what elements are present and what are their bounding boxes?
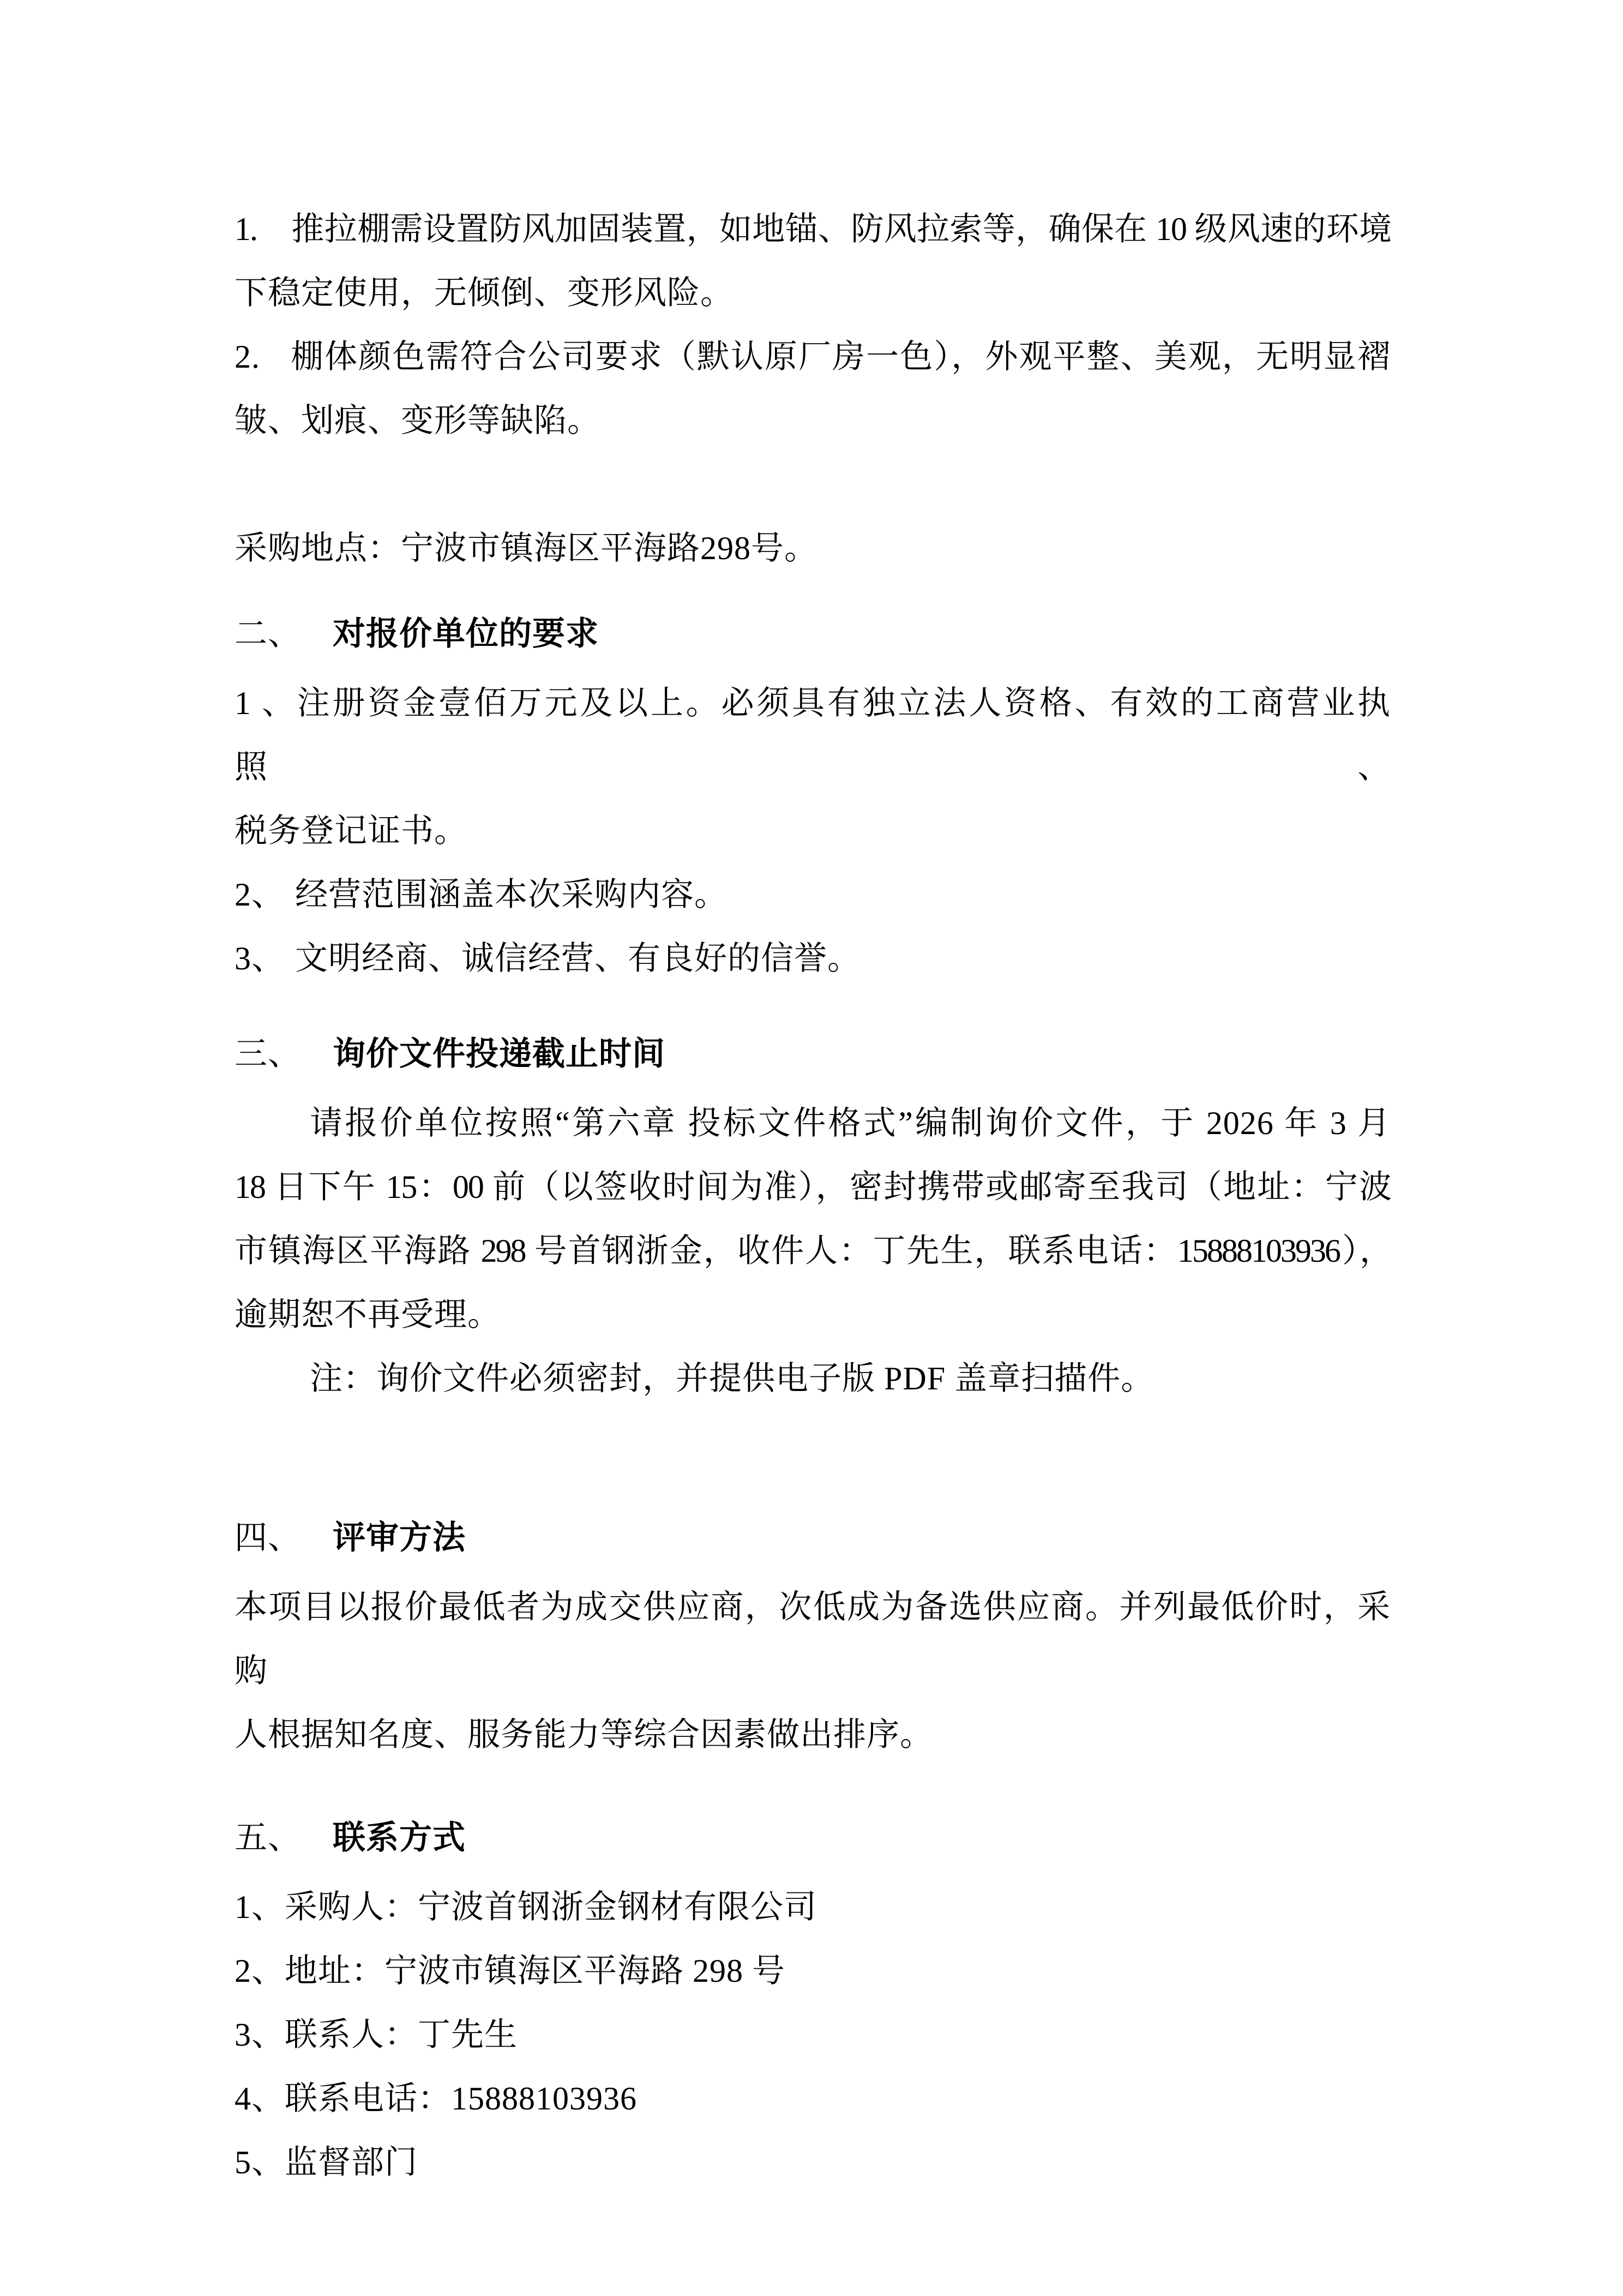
contact-item-phone-text: 4、联系电话：15888103936 [235,2081,637,2117]
contact-item-purchaser [235,1875,1391,1939]
contact-item-phone [235,2067,1391,2131]
spec-item-1-text-2: 下稳定使用，无倾倒、变形风险。 [235,275,734,311]
spec-item-1-line-1 [235,197,1391,261]
contact-item-address-text: 2、地址：宁波市镇海区平海路 298 号 [235,1953,785,1989]
section-heading-contact-title: 联系方式 [333,1820,466,1856]
evaluation-paragraph-text-2: 人根据知名度、服务能力等综合因素做出排序。 [235,1717,933,1753]
spec-item-1-line-2 [235,261,1391,325]
section-heading-evaluation [235,1506,1391,1570]
section-heading-evaluation-number: 四、 [235,1520,301,1556]
evaluation-paragraph-line-1 [235,1575,1391,1703]
spec-item-2-text-1: 棚体颜色需符合公司要求（默认原厂房一色），外观平整、美观，无明显褶 [290,339,1391,375]
spec-item-1-number: 1. [235,211,257,247]
requirement-item-2-number: 2、 [235,877,285,913]
contact-item-supervision [235,2131,1391,2195]
purchase-location-line [235,517,1391,580]
contact-item-address [235,1939,1391,2003]
section-heading-deadline-number: 三、 [235,1036,301,1072]
section-heading-deadline-title: 询价文件投递截止时间 [333,1036,665,1072]
deadline-paragraph-line-1 [235,1092,1391,1155]
spec-item-2-text-2: 皱、划痕、变形等缺陷。 [235,403,600,439]
spec-item-2-line-2 [235,389,1391,453]
requirement-item-1-line-2 [235,799,1391,863]
requirement-item-1-text-1: 注册资金壹佰万元及以上。必须具有独立法人资格、有效的工商营业执照、 [235,685,1391,785]
deadline-paragraph-text-2: 18 日下午 15：00 前（以签收时间为准），密封携带或邮寄至我司（地址：宁波 [235,1169,1391,1205]
requirement-item-3-number: 3、 [235,940,285,976]
section-heading-deadline [235,1022,1391,1086]
spec-item-2-line-1 [235,325,1391,389]
section-heading-requirements [235,602,1391,666]
deadline-paragraph-text-4: 逾期恕不再受理。 [235,1297,501,1333]
spec-item-2-number: 2. [235,339,260,375]
contact-item-person [235,2003,1391,2067]
purchase-location-text: 采购地点：宁波市镇海区平海路298号。 [235,530,817,566]
requirement-item-3-line-1 [235,927,1391,991]
spec-item-1-text-1: 推拉棚需设置防风加固装置，如地锚、防风拉索等，确保在 10 级风速的环境 [290,211,1391,247]
requirement-item-1-number: 1、 [235,685,295,721]
deadline-paragraph-line-2 [235,1155,1391,1219]
contact-item-supervision-text: 5、监督部门 [235,2144,418,2180]
evaluation-paragraph-text-1: 本项目以报价最低者为成交供应商，次低成为备选供应商。并列最低价时，采购 [235,1589,1391,1689]
deadline-note-text: 注：询价文件必须密封，并提供电子版 PDF 盖章扫描件。 [310,1360,1155,1396]
requirement-item-2-line-1 [235,863,1391,927]
requirement-item-3-text-1: 文明经商、诚信经营、有良好的信誉。 [295,940,861,976]
section-heading-contact-number: 五、 [235,1820,301,1856]
deadline-paragraph-line-3 [235,1219,1391,1283]
section-heading-contact [235,1806,1391,1870]
section-heading-evaluation-title: 评审方法 [333,1520,466,1556]
section-heading-requirements-title: 对报价单位的要求 [333,616,599,652]
contact-item-person-text: 3、联系人：丁先生 [235,2017,518,2053]
section-heading-requirements-number: 二、 [235,616,301,652]
deadline-paragraph-text-3: 市镇海区平海路 298 号首钢浙金，收件人：丁先生，联系电话：15888103936）， [235,1233,1391,1269]
evaluation-paragraph-line-2 [235,1703,1391,1767]
deadline-paragraph-text-1: 请报价单位按照“第六章 投标文件格式”编制询价文件，于 2026 年 3 月 [310,1105,1391,1141]
requirement-item-1-text-2: 税务登记证书。 [235,813,467,849]
contact-item-purchaser-text: 1、采购人：宁波首钢浙金钢材有限公司 [235,1889,817,1925]
deadline-note-line [235,1347,1391,1411]
requirement-item-2-text-1: 经营范围涵盖本次采购内容。 [295,877,728,913]
requirement-item-1-line-1 [235,672,1391,799]
deadline-paragraph-line-4 [235,1283,1391,1347]
